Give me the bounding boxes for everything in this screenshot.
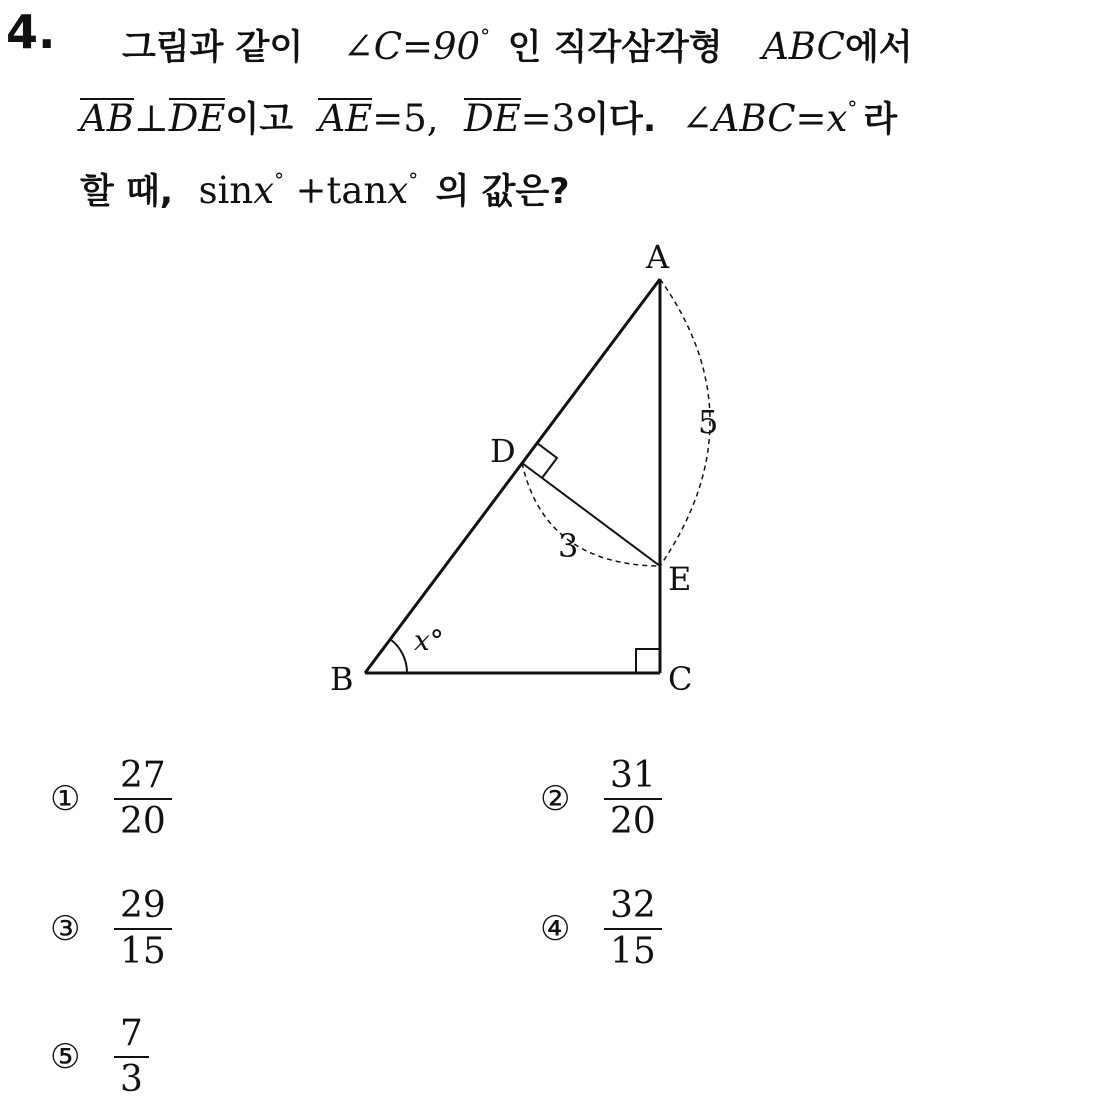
denominator: 15 — [120, 931, 166, 972]
numerator: 27 — [114, 754, 172, 800]
choice-2[interactable] — [540, 754, 662, 844]
angle-x-label: x° — [414, 624, 444, 657]
degree-symbol: ° — [847, 96, 858, 120]
segment-de: DE — [168, 97, 226, 140]
side-ab — [365, 279, 660, 673]
variable-x: x — [826, 97, 848, 140]
angle-abc-expression: ∠ABC= — [681, 97, 827, 140]
denominator: 20 — [120, 801, 166, 842]
question-text: 이고 — [225, 100, 294, 140]
choice-5[interactable] — [50, 1012, 149, 1102]
choice-fraction — [114, 1012, 149, 1102]
label-c: C — [668, 660, 693, 698]
choice-fraction — [114, 884, 172, 974]
question-number: 4. — [6, 5, 56, 59]
choice-fraction — [604, 884, 662, 974]
variable-x: x — [253, 169, 275, 212]
perpendicular-symbol: ⊥ — [133, 97, 169, 140]
ae-value: =5, — [372, 97, 439, 140]
label-d: D — [490, 432, 516, 470]
angle-arc-b — [390, 639, 407, 673]
numerator: 7 — [114, 1012, 149, 1058]
denominator: 15 — [610, 931, 656, 972]
choice-fraction — [604, 754, 662, 844]
question-text: 인 직각삼각형 — [507, 28, 723, 68]
question-text: 의 값은? — [435, 172, 570, 212]
choice-fraction — [114, 754, 172, 844]
plus-tan-function: +tan — [295, 169, 388, 212]
denominator: 20 — [610, 801, 656, 842]
question-text: 할 때, — [80, 172, 174, 212]
label-a: A — [646, 238, 670, 276]
label-b: B — [330, 660, 354, 698]
choice-marker: ④ — [540, 909, 571, 949]
degree-symbol: ° — [408, 168, 419, 192]
angle-c-expression: ∠C=90 — [342, 25, 481, 68]
question-text: 이다. — [575, 100, 657, 140]
choice-3[interactable] — [50, 884, 172, 974]
sin-function: sin — [198, 169, 254, 212]
choice-1[interactable] — [50, 754, 172, 844]
variable-x: x — [387, 169, 409, 212]
question-text: 그림과 같이 — [122, 28, 304, 68]
de-value: =3 — [520, 97, 576, 140]
choice-marker: ② — [540, 779, 571, 819]
choice-4[interactable] — [540, 884, 662, 974]
degree-symbol: ° — [480, 24, 491, 48]
right-angle-mark-c — [636, 649, 660, 673]
right-angle-mark-d — [537, 443, 557, 478]
choice-marker: ① — [50, 779, 81, 819]
choice-marker: ⑤ — [50, 1037, 81, 1077]
length-ae-label: 5 — [698, 403, 719, 441]
choice-marker: ③ — [50, 909, 81, 949]
label-e: E — [668, 560, 692, 598]
denominator: 3 — [120, 1059, 143, 1100]
numerator: 29 — [114, 884, 172, 930]
triangle-name: ABC — [762, 25, 845, 68]
question-text: 라 — [863, 100, 898, 140]
segment-ab: AB — [80, 97, 134, 140]
segment-de: DE — [463, 97, 521, 140]
numerator: 31 — [604, 754, 662, 800]
numerator: 32 — [604, 884, 662, 930]
degree-symbol: ° — [274, 168, 285, 192]
question-text: 에서 — [844, 28, 913, 68]
segment-ae: AE — [318, 97, 373, 140]
length-de-label: 3 — [558, 527, 579, 565]
